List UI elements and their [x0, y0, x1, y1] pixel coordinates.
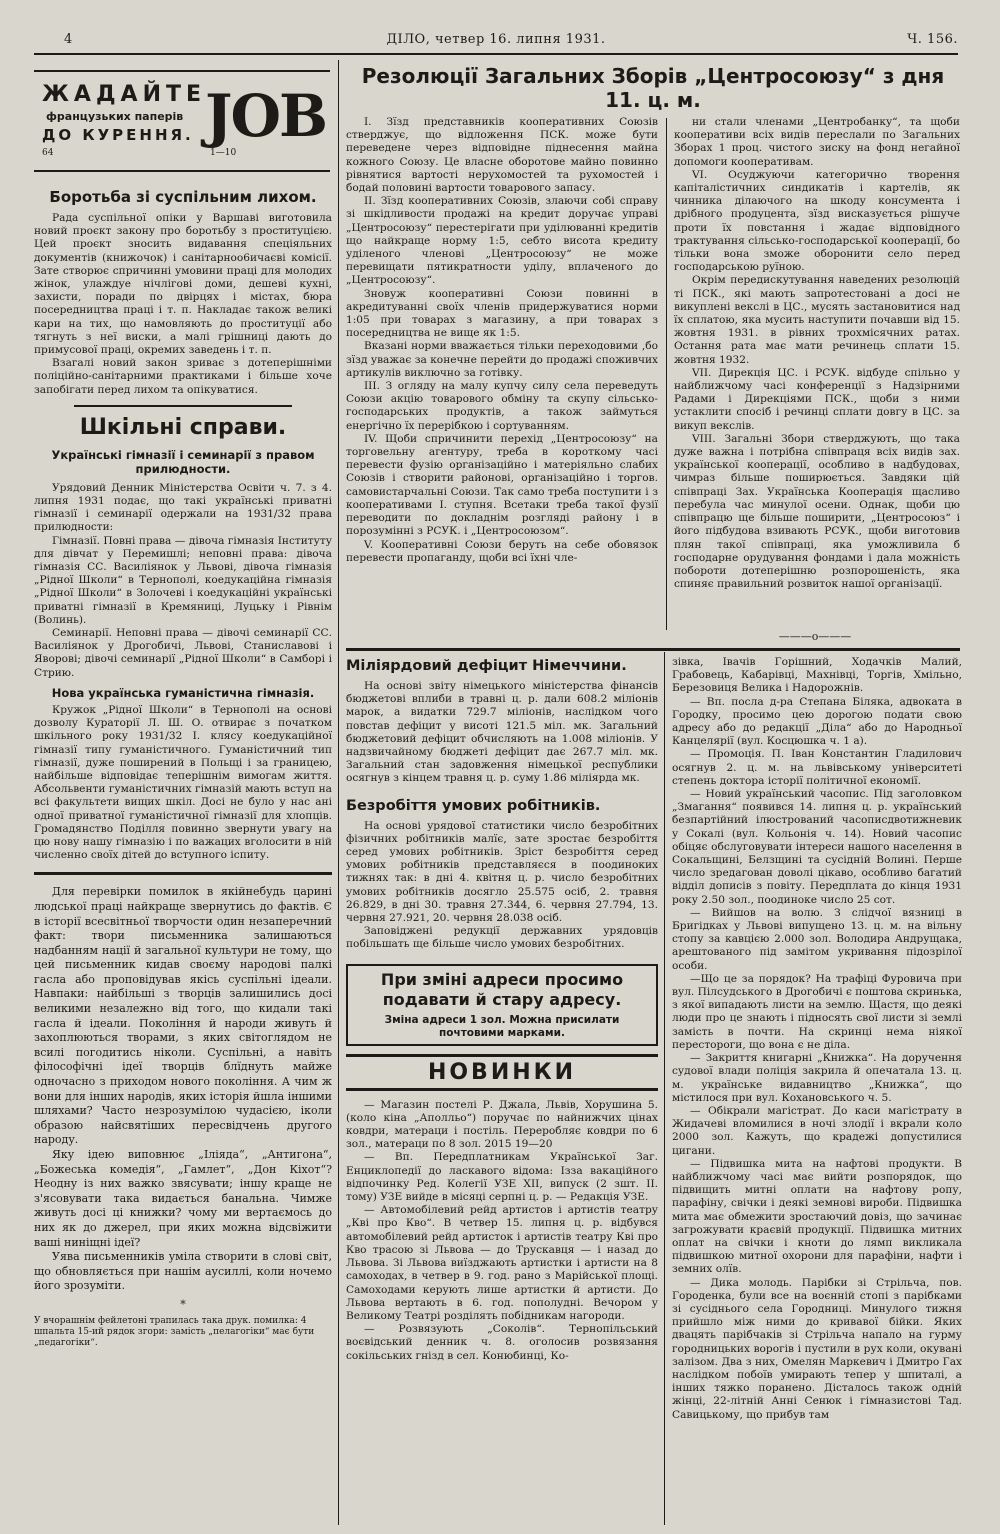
headline-school-affairs: Шкільні справи.	[79, 414, 287, 440]
article-unemployment	[346, 820, 658, 952]
article-new-gymnasium	[34, 704, 332, 862]
section-rule	[346, 648, 960, 651]
erratum-note: У вчорашнім фейлетоні трапилась така друк. помилка: 4 шпальта 15-ий рядок згори: замість „пелагогіки“ має бути „педагогіки“.	[34, 1315, 315, 1348]
news-item: — Промоція. П. Іван Константин Гладилович осягнув 2. ц. м. на львівському університеті степень доктора історії політичної економії.	[672, 748, 962, 787]
page-number: 4	[64, 32, 73, 47]
paragraph: III. З огляду на малу купчу силу села переведуть Союзи акцію товарового обміну та скупу сільсько-господарських продуктів, а також займуться енергічно їх перерібкою і сортуванням.	[346, 380, 658, 432]
headline-unemployment: Безробіття умових робітників.	[346, 797, 601, 814]
paragraph: VIII. Загальні Збори стверджують, що така дуже важна і потрібна співпраця всіх видів зах. української кооперації, особливо в надбудовах, чимраз більше поширюється. Завдяки цій співпраці Зах. Українська Кооперація щасливо перебула час минулої осени. Однак, щоби цю співпрацю ще більше поширити, „Центросоюз“ і його підбудова взивають РСУК., щоби виготовив плян такої співпраці, яка уможливила б господарне орудування фондами і дала можність побороти дотеперішню розпорошеність, яка спиняє правильний розвиток нашої організації.	[674, 432, 960, 591]
news-item: — Вп. посла д-ра Степана Біляка, адвоката в Городку, просимо цею дорогою подати свою адресу або до редакції „Діла“ або до Народньої Канцелярії (вул. Косцюшка ч. 1 а).	[672, 695, 962, 748]
header-rule	[34, 53, 958, 55]
news-item: зівка, Івачів Горішний, Ходачків Малий, Грабовець, Кабарівці, Махнівці, Торгів, Хмільно, Березовиця Велика і Надорожнів.	[672, 656, 962, 695]
news-item: — Підвишка мита на нафтові продукти. В найближчому часі має вийти розпорядок, що підвищить митні оплати на нафтову ропу, парафіну, свічки і деякі земнові вироби. Підвишка мита має обмежити зростаючий довіз, що зачинає загрожувати краєвій продукції. Підвишка митних оплат на свічки і кноти до лямп викликала підвишкою митної охорони для парафіни, нафти і земних олїв.	[672, 1157, 962, 1276]
news-item: —Що це за порядок? На трафіці Фуровича при вул. Пілсудського в Дрогобичі є поштова скринька, з якої випадають листи на землю. Щастя, що деякі люди про це знають і підносять свої листи зі землі замість в почти. На скринці нема ніякої перестороги, що вона є не діла.	[672, 972, 962, 1051]
paragraph: VII. Дирекція ЦС. і РСУК. відбуде спільно у найближчому часі конференції з Надзірними Радами і Дирекціями ПСК., щоби з ними устаклити спосіб і речинці сплати довгу в ЦС. за викуп векслів.	[674, 366, 960, 432]
ad-line-2: французьких паперів	[46, 110, 184, 123]
news-item: — Обікрали магістрат. До каси магістрату в Жидачеві вломилися в ночі злодії і вкрали коло 2000 зол. Кажуть, що крадежі допустилися цигани.	[672, 1104, 962, 1157]
news-item: — Вийшов на волю. З слідчої вязниці в Бригідках у Львові випущено 13. ц. м. на вільну стопу за кавцією 2.000 зол. Володира Андрущака, арештованого під замітом укривання підозрілої особи.	[672, 906, 962, 972]
resolutions-right-column	[674, 116, 960, 626]
paragraph: Рада суспільної опіки у Варшаві виготовила новий проєкт закону про боротьбу з проституцією. Цей проєкт зносить видавання спеціяльних документів (книжочок) і санітарноо6ичаєві комісії. Зате створює спричинні умовини праці для молодих жінок, улаждуе нічлігові доми, дешеві кухні, захисти, поради по двірцях і містах, бюра посередництва праці і т. п. Накладає також великі кари на тих, що намовляють до проституції або тягнуть з неї виски, а малі грішниці дають до примусової праці, окремих заведень і т. п.	[34, 212, 332, 357]
paragraph: Уява письменників уміла створити в слові світ, що обновляється при нашім аусиллі, коли ночемо його зрозуміти.	[34, 1250, 332, 1293]
paragraph: Семинарії. Неповні права — дівочі семинарії СС. Василіянок у Дрогобичі, Львові, Станиславові і Яворові; дівочі семинарії „Рідної Школи“ в Самборі і Стрию.	[34, 627, 332, 679]
article-prostitution	[34, 212, 332, 397]
ad-line-3: ДО КУРЕННЯ.	[42, 126, 194, 144]
paragraph: Заповіджені редукції державних урядовців побільшать ще більше число умових безробітних.	[346, 925, 658, 951]
ad-top-rule	[34, 70, 330, 72]
subheadline-new-gymnasium: Нова українська гуманістична гімназія.	[51, 685, 315, 700]
paragraph: Урядовий Денник Міністерства Освіти ч. 7. з 4. липня 1931 подає, що такі українські приватні гімназії і семинарії одержали на 1931/32 права прилюдности:	[34, 481, 332, 534]
notice-headline: При зміні адреси просимо подавати й стару адресу.	[380, 969, 624, 1009]
ad-line-1: ЖАДАЙТЕ	[42, 82, 207, 107]
news-item: — Дика молодь. Парібки зі Стрільча, пов. Городенка, були все на воєнній стопі з парібками зі сусіднього села Городниці. Минулого тижня прийшло між ними до кривавої бійки. Яких двацять парібчаків зі Стрільча напало на гурму городницьких ворогів і пустили в рух коли, окувані залізом. Два з них, Омелян Маркевич і Дмитро Гах наслідком побоїв умирають тепер у шпиталі, а інших тяжко поранено. Дісталось також одній жінці, 22-літній Анні Сенюк і гімназистові Тад. Савицькому, що прибув там	[672, 1276, 962, 1421]
article-german-deficit	[346, 680, 658, 786]
paragraph: VI. Осуджуючи категорично творення капіталістичних синдикатів і картелів, як чинника ділаючого на шкоду консумента і дрібного продуцента, зїзд висказується рішуче проти їх повстання і жадає відповідного трактування сільсько-господарської кооперації, бо тільки вона зможе оборонити село перед господарською руїною.	[674, 168, 960, 274]
job-logo: JOB	[205, 82, 326, 150]
news-item: — Магазин постелі Р. Джала, Львів, Хорушина 5. (коло кіна „Аполльо“) поручає по найнижчих цінах ковдри, матераци і постіль. Переробляє ковдри по 6 зол., матераци по 8 зол. 2015 19—20	[346, 1098, 658, 1151]
job-advertisement	[34, 82, 330, 160]
news-item: — Новий український часопис. Під заголовком „Змагання“ появився 14. липня ц. р. український безпартійний ілюстрований часописдвотижневик у Сокалі (вул. Кольонія ч. 14). Новий часопис обіцяє обслуговувати інтереси нашого населення в Сокальщині, Белзщині та сусідній Волині. Перше число зредагован доволі цікаво, особливо багатий відділ дописів з повіту. Передплата до кінця 1931 року 2.50 зол., поодиноке число 25 сот.	[672, 788, 962, 906]
main-headline-area	[346, 64, 960, 120]
column-1	[34, 180, 332, 1520]
paragraph: Окрім передискутування наведених резолюцій ті ПСК., які мають запротестовані а досі не викуплені векслі в ЦС., мусять застановитися над їх сплатою, яка мусить наступити почавши від 15. жовтня 1931. в рівних трохмісячних ратах. Остання рата має мати речинець сплати 15. жовтня 1932.	[674, 274, 960, 366]
paragraph: IV. Щоби спричинити перехід „Центросоюзу“ на торговельну агентуру, треба в короткому часі перевести фузію організаційно і матеріяльно слабих Союзів і створити районові, організаційно і торгов. самовистарчальні Союзи. Так само треба поступити і з кооперативами І. ступня. Всетаки треба такої фузії переводити по докладнім розгляді району і в порозумінні з РСУК. і „Центросоюзом“.	[346, 432, 658, 538]
paragraph: На основі звіту німецького міністерства фінансів бюджетові вплиби в травні ц. р. дали 608.2 міліонів марок, а видатки 729.7 міліонів, наслідком чого повстав дефіцит у висоті 121.5 міл. мк. Загальний бюджетовий дефіцит обчисляють на 1.008 міліонів. У надзвичайному бюджеті дефіцит дає 267.7 міл. мк. Загальний стан задовження німецької республики осягнув з кінцем травня ц. р. суму 1.86 міліярда мк.	[346, 680, 658, 785]
address-change-notice	[346, 964, 658, 1046]
column-3	[346, 656, 658, 1526]
news-items-continued	[672, 656, 962, 1422]
paragraph: Яку ідею виповнює „Іліяда“, „Антигона“, „Божеська комедія“, „Гамлет“, „Дон Кіхот“? Неоднy із них важко звясувати; іншу краще не з'ясовувати така видається банальна. Чимже живуть досі ці книжки? чому ми вертаємось до них як до джерел, при яких можна відсвіжити ваші ниніщні ідеї?	[34, 1148, 332, 1249]
separator	[74, 405, 292, 407]
divider-main	[666, 118, 667, 630]
ornament: *	[180, 1297, 186, 1311]
notice-text: Зміна адреси 1 зол. Можна присилати почтовими марками.	[384, 1013, 620, 1039]
news-item: — Закриття книгарні „Книжка“. На доручення судової влади поліція закрила й опечатала 13. ц. м. українське видавництво „Книжка“, що містилося при вул. Кохановського ч. 5.	[672, 1052, 962, 1104]
resolutions-left-column	[346, 116, 658, 644]
ad-bottom-rule	[34, 170, 330, 172]
paragraph: Кружок „Рідної Школи“ в Тернополі на основі дозволу Кураторії Л. Ш. О. отвирає з початком шкільного року 1931/32 І. клясу коедукаційної гімназії типу гуманістичного. Гуманістичний тип гімназії, дуже поширений в Польщі і за границею, найбільше відповідає теперішнім вимогам життя. Абсольвенти гуманістичних гімназій мають вступ на всі факультети вищих шкіл. Досі не було у нас ані одної приватної гуманістичної гімназії для хлопців. Громадянство Поділля повинно звернути увагу на цю нову нашу гімназію і по важацих вголосити в ній численно своїх дітей до вступного іспиту.	[34, 703, 332, 862]
paragraph: Вказані норми вважається тільки переходовими ,бо зїзд уважає за конечне перейти до продажі споживчих артикулів виключно за готівку.	[346, 340, 658, 379]
news-items	[346, 1099, 658, 1363]
issue-number: Ч. 156.	[907, 32, 958, 47]
ornament: ———o———	[778, 630, 852, 643]
paragraph: На основі урядової статистики число безробітних фізичних робітників малїє, зате зростає безробіття серед умових робітників. Зріст безробіття серед умових робітників представляєся в поодиноких тижнях так: в дні 4. квітня ц. р. число безробітних умових робітників досягло 25.575 осіб, 2. травня 26.829, в дні 30. травня 27.344, 6. червня 27.794, 13. червня 27.921, 20. червня 28.038 осіб.	[346, 819, 658, 925]
headline-resolutions: Резолюції Загальних Зборів „Центросоюзу“ з дня 11. ц. м.	[361, 64, 945, 112]
divider-col3	[664, 652, 665, 1525]
news-item: — Вп. Передплатникам Української Заг. Енциклопедії до ласкавого відома: Ізза вакаційного відпочинку Ред. Колегії УЗЕ XII, випуск (2 зшт. II. тому) УЗЕ вийде в місяці серпні ц. р. — Редакція УЗЕ.	[346, 1151, 658, 1204]
paragraph: Гімназії. Повні права — дівоча гімназія Інституту для дівчат у Перемишлі; неповні права: дівоча гімназія СС. Василіянок у Львові, дівоча гімназія „Рідної Школи“ в Тернополі, коедукаційна гімназія „Рідної Школи“ в Золочеві і коедукаційні українські приватні гімназії в Кремяниці, Луцьку і Рівнім (Волинь).	[34, 534, 332, 626]
news-item: — Автомобілевий рейд артистов і артистів театру „Кві про Кво“. В четвер 15. липня ц. р. відбувся автомобілевий рейд артисток і артистів театру Кві про Кво трасою зі Львова — до Трускавця — і назад до Львова. Зі Львова виїзджають артистки і артисти на 8 самоходах, в четвер в 9. год. рано з Марійської площі. Самоходами керують лише артистки й артисти. До Львова вертають в 6. год. пополудні. Вечором у Великому Театрі розділять побідникам нагороди.	[346, 1204, 658, 1322]
feuilleton-separator	[34, 872, 332, 875]
paragraph: II. Зїзд кооперативних Союзів, злаючи собі справу зі шкідливости продажі на кредит доручає управі „Центросоюзу“ перестерігати при уділюванні кредитів що найкраще норму 1:5, себто висота кредиту уділеного членові „Центросоюзу“ не може перевищати пятикратности уділу, вплаченого до „Центросоюзу“.	[346, 195, 658, 287]
article-feuilleton	[34, 885, 332, 1294]
ad-code-right: 1—10	[210, 148, 237, 158]
headline-novynky: НОВИНКИ	[346, 1054, 658, 1091]
paragraph: ни стали членами „Центробанку“, та щоби кооперативи всіх видів переслали по Загальних Зборах 1 проц. чистого зиску на фонд негайної допомоги кооперативам.	[674, 116, 960, 168]
article-gymnasia	[34, 482, 332, 680]
paragraph: Зновуж кооперативні Союзи повинні в акредитуванні своїх членів придержуватися норми 1:05 при товарах з магазину, а при товарах з посередництва не вище як 1:5.	[346, 287, 658, 340]
headline-prostitution: Боротьба зі суспільним лихом.	[49, 188, 317, 206]
ad-code-left: 64	[42, 148, 54, 158]
paragraph: I. Зїзд представників кооперативних Союзів стверджує, що відложення ПСК. може бути переведене через відповідне піднесення майна кожного Союзу. Це власне оборотове майно повинно рівнятися вартості нерухомостей та рухомостей і бодай половині вартости товарового запасу.	[346, 116, 658, 195]
headline-german-deficit: Міліярдовий дефіцит Німеччини.	[346, 658, 627, 674]
page-header	[34, 30, 958, 52]
header-title: ДІЛО, четвер 16. липня 1931.	[386, 32, 606, 47]
paragraph: Для перевірки помилок в якійнебудь царині людської праці найкраще звернутись до фактів. Є в історії всесвітньої творчости один незаперечний факт: твори письменника залишаються надбанням нації й загальної культури не тому, що цей письменник кидав своєму народові палкі гасла або проповідував якісь суспільні ідеали. Навпаки: найбільші з творців залишились досі великими незалежно від того, що кидали такі гасла й ідеали. Покоління й народи живуть й захоплюються творами, з яких світоглядом не всилі погодитись ніколи. Суспільні, а навіть філософічні ідеї творців блїднуть майже одночасно з приходом нового покоління. А чим ж вони для інших народів, яких історія йшла іншими шляхами? Часто незрозумілою чудасією, іколи образою найсвятіших пересвідчень другого народу.	[34, 885, 332, 1147]
paragraph: V. Кооперативні Союзи беруть на себе обовязок перевести пропаганду, щоби всі їхні чле-	[346, 538, 658, 564]
news-item: — Розвязують „Соколів“. Тернопільський воєвідський денник ч. 8. оголосив розвязання сокільських гнізд в сел. Конюбинці, Ко-	[346, 1323, 658, 1362]
paragraph: Взагалі новий закон зриває з дотеперішніми поліційно-санітарними практиками і більше хоче запобігати перед лихом та опікуватися.	[34, 357, 332, 396]
article-resolutions-right	[674, 116, 960, 591]
divider-col1	[338, 60, 339, 1525]
subheadline-gymnasia: Українські гімназії і семинарії з правом прилюдности.	[51, 447, 315, 476]
article-resolutions-left	[346, 116, 658, 565]
column-4	[672, 656, 962, 1526]
